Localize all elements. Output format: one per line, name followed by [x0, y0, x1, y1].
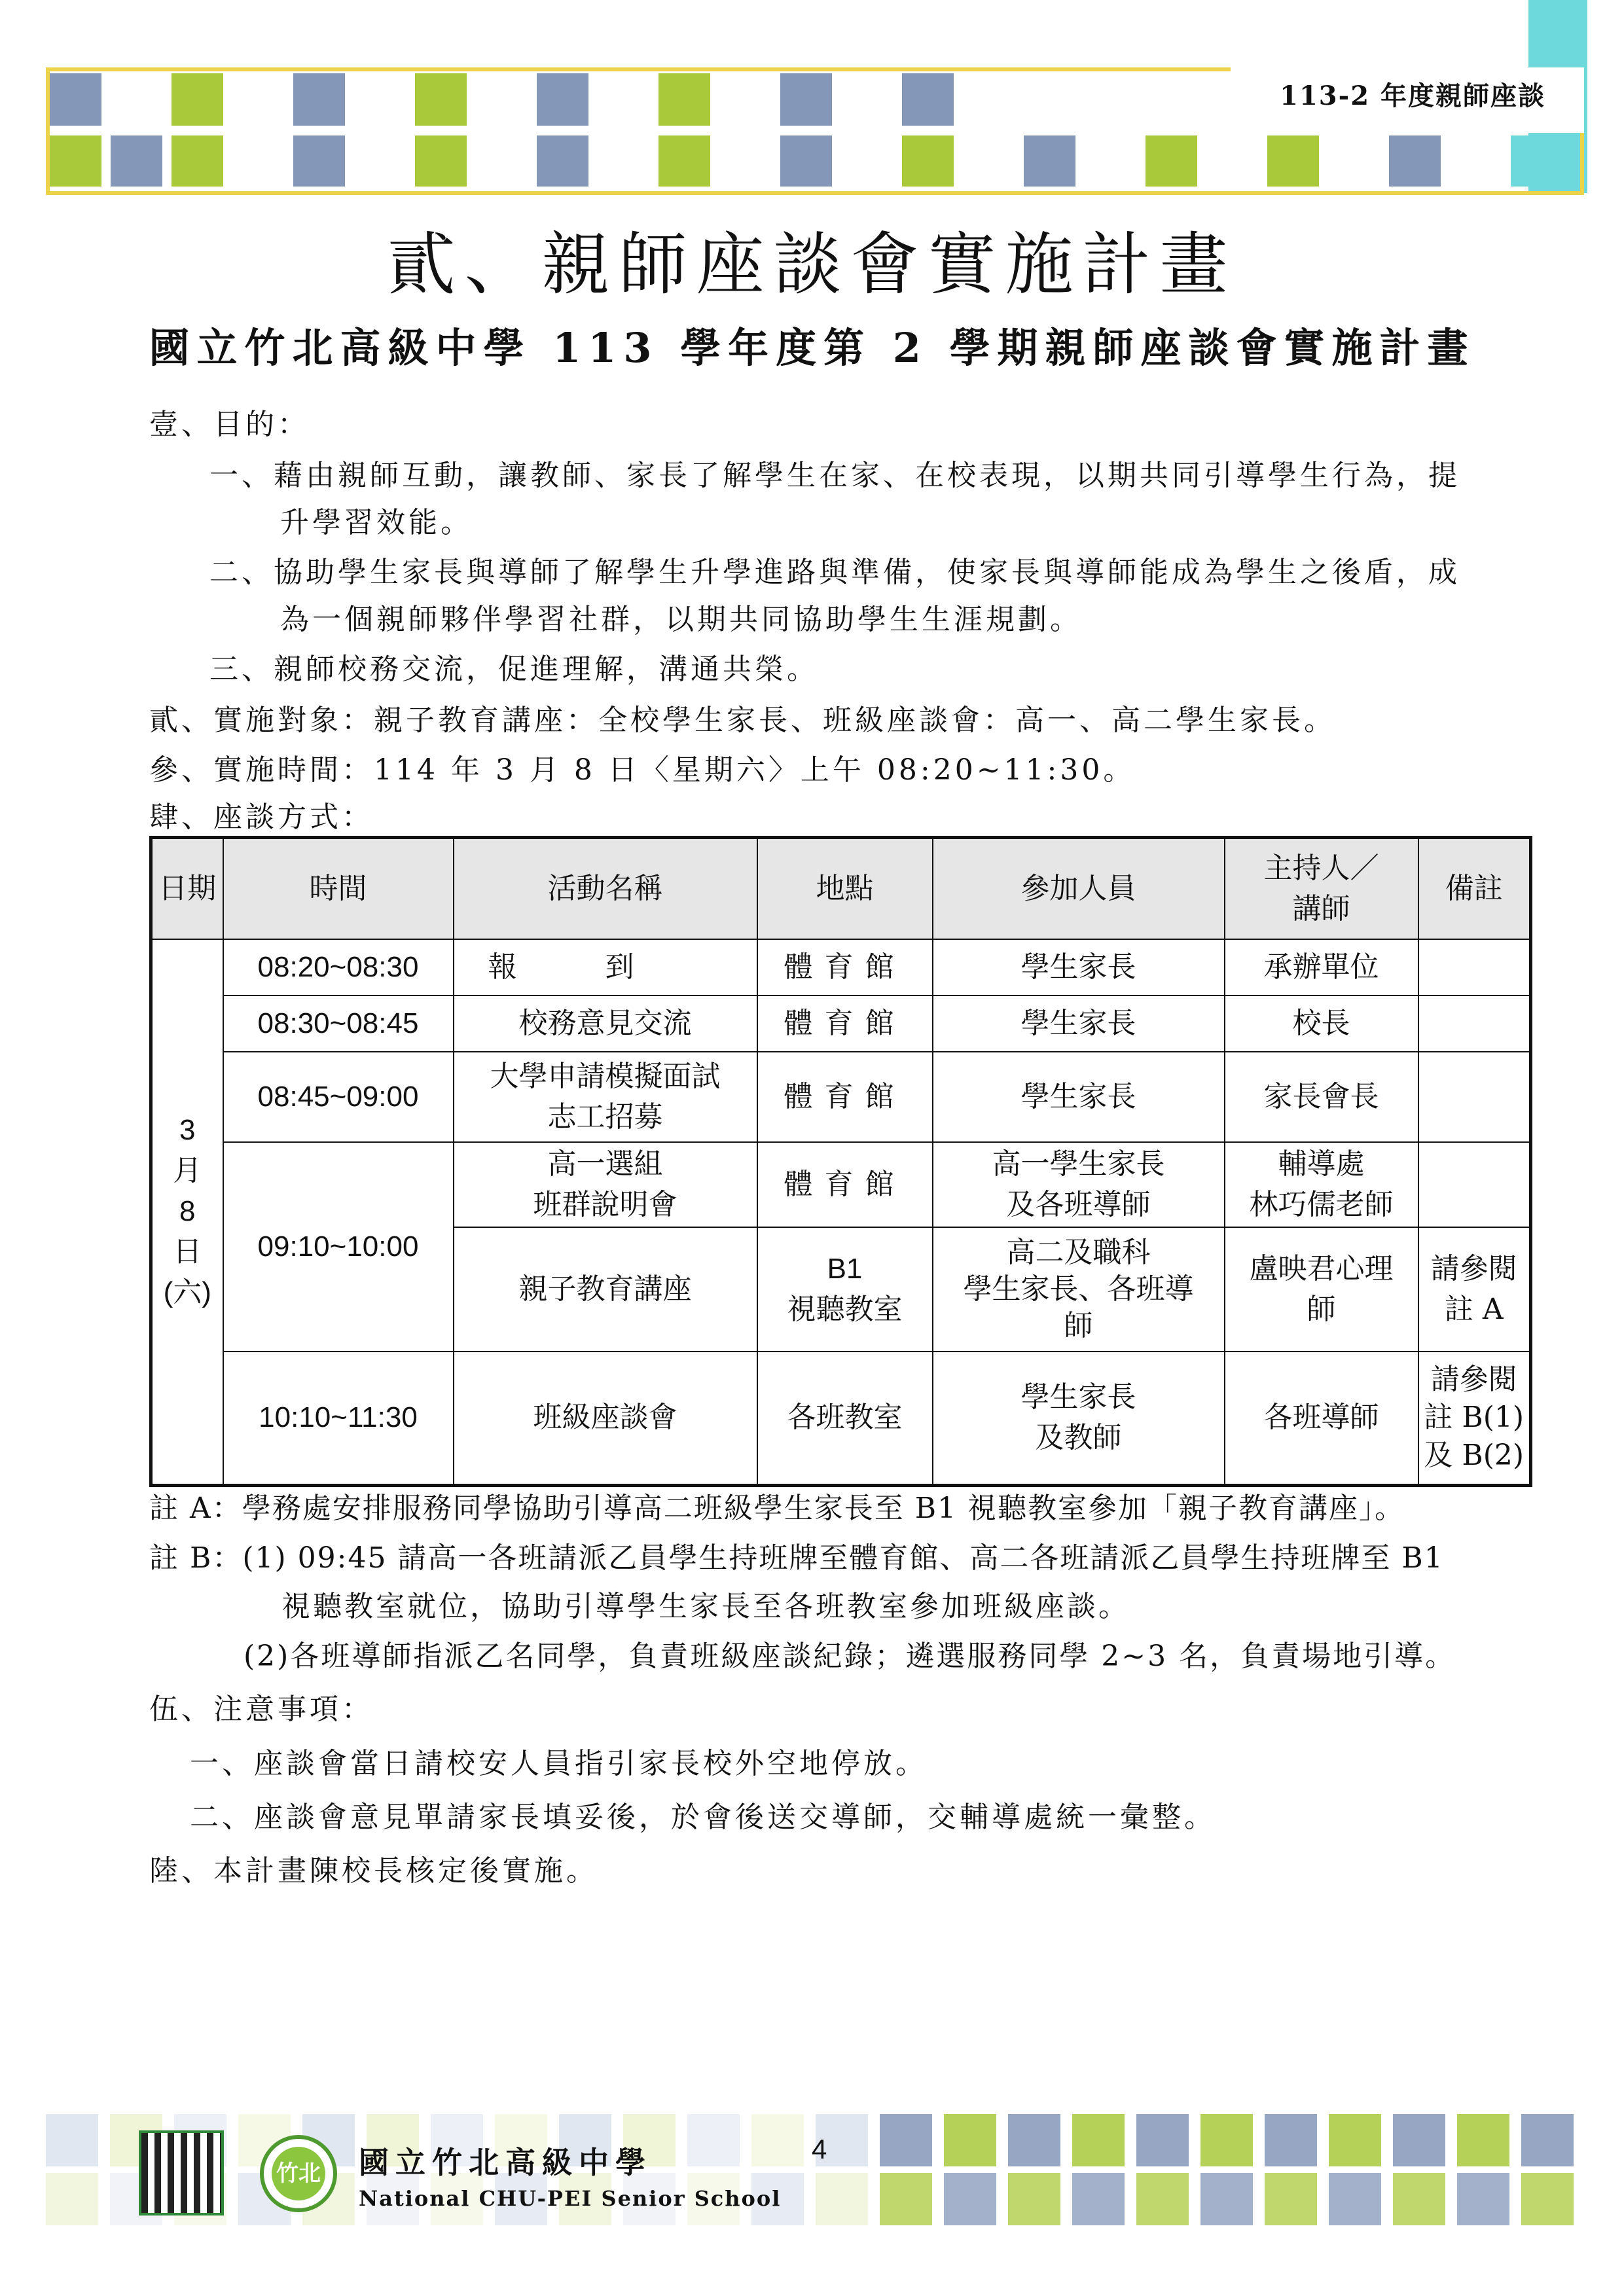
- purpose-item-1-line-2: 升學習效能。: [280, 506, 473, 539]
- note-a: 註 A：學務處安排服務同學協助引導高二班級學生家長至 B1 視聽教室參加「親子教育講座」。: [149, 1492, 1405, 1525]
- purpose-item-3: 三、親師校務交流，促進理解，溝通共榮。: [209, 653, 819, 686]
- row1-activity: 報到: [454, 939, 757, 996]
- row5-participants-line-3: 師: [1064, 1308, 1093, 1342]
- attention-item-1: 一、座談會當日請校安人員指引家長校外空地停放。: [190, 1747, 928, 1780]
- note-b1-line-1: 註 B：(1) 09:45 請高一各班請派乙員學生持班牌至體育館、高二各班請派乙員學生持班牌至 B1: [149, 1541, 1444, 1575]
- final-line: 陸、本計畫陳校長核定後實施。: [149, 1854, 598, 1888]
- row3-activity: [454, 1052, 757, 1142]
- date-line-5: (六): [163, 1276, 211, 1309]
- footer-tile: [1329, 2173, 1381, 2225]
- row3-note: [1418, 1052, 1531, 1142]
- header-activity: 活動名稱: [454, 838, 757, 939]
- header-host-line-1: 主持人／: [1263, 851, 1379, 885]
- date-line-3: 8: [179, 1195, 196, 1228]
- footer-tile: [687, 2114, 740, 2166]
- footer-tile: [1008, 2173, 1060, 2225]
- row4-participants: [933, 1142, 1225, 1227]
- row5-location: [757, 1227, 933, 1352]
- row6-note-line-2: 註 B(1): [1424, 1401, 1525, 1435]
- footer-tile: [1136, 2114, 1189, 2166]
- footer-school-name-en: National CHU-PEI Senior School: [359, 2186, 782, 2211]
- row4-participants-line-1: 高一學生家長: [992, 1147, 1165, 1181]
- schedule-table: [149, 836, 1532, 1487]
- row5-participants: [933, 1227, 1225, 1352]
- table-row: [151, 1052, 1531, 1142]
- date-cell: [151, 939, 223, 1486]
- footer-tile: [1521, 2173, 1574, 2225]
- footer-tile: [1329, 2114, 1381, 2166]
- table-row: [151, 939, 1531, 996]
- note-b2: (2)各班導師指派乙名同學，負責班級座談紀錄；遴選服務同學 2~3 名，負責場地引導。: [244, 1640, 1456, 1673]
- purpose-item-2-line-1: 二、協助學生家長與導師了解學生升學進路與準備，使家長與導師能成為學生之後盾，成: [209, 556, 1460, 589]
- row3-host: 家長會長: [1225, 1052, 1418, 1142]
- footer-tile: [751, 2114, 804, 2166]
- row2-participants: 學生家長: [933, 996, 1225, 1052]
- logo-text: 竹北: [272, 2147, 325, 2200]
- row4-activity-line-2: 班群說明會: [533, 1187, 677, 1221]
- footer-tile: [1457, 2114, 1509, 2166]
- row4-participants-line-2: 及各班導師: [1006, 1187, 1151, 1221]
- table-row: [151, 996, 1531, 1052]
- footer-tile: [1200, 2114, 1253, 2166]
- row4-location: 體育館: [757, 1142, 933, 1227]
- row4-activity: [454, 1142, 757, 1227]
- row3-participants: 學生家長: [933, 1052, 1225, 1142]
- footer-tile: [880, 2114, 932, 2166]
- row5-participants-line-1: 高二及職科: [1006, 1235, 1151, 1269]
- school-logo-icon: [260, 2135, 337, 2212]
- header-participants: 參加人員: [933, 838, 1225, 939]
- main-title: 貳、親師座談會實施計畫: [387, 224, 1237, 304]
- footer-tile: [1457, 2173, 1509, 2225]
- method-heading: 肆、座談方式：: [149, 800, 374, 834]
- row5-note-line-1: 請參閱: [1430, 1251, 1517, 1285]
- row6-note-line-1: 請參閱: [1430, 1363, 1517, 1397]
- header-host: [1225, 838, 1418, 939]
- table-header-row: [151, 838, 1531, 939]
- row5-location-line-1: B1: [827, 1252, 863, 1285]
- page-number: 4: [812, 2134, 827, 2164]
- row6-note-line-3: 及 B(2): [1424, 1439, 1525, 1473]
- header-note: 備註: [1418, 838, 1531, 939]
- row5-activity: 親子教育講座: [454, 1227, 757, 1352]
- footer-school-name-cn: 國立竹北高級中學: [359, 2145, 652, 2180]
- header-date: 日期: [151, 838, 223, 939]
- row3-time: 08:45~09:00: [223, 1052, 454, 1142]
- header-location: 地點: [757, 838, 933, 939]
- row5-note: [1418, 1227, 1531, 1352]
- table-row: [151, 1352, 1531, 1486]
- row6-time: 10:10~11:30: [223, 1352, 454, 1486]
- row1-note: [1418, 939, 1531, 996]
- row2-time: 08:30~08:45: [223, 996, 454, 1052]
- footer-tile: [1393, 2114, 1445, 2166]
- footer-tile: [1136, 2173, 1189, 2225]
- qr-code-icon: [139, 2130, 224, 2215]
- row2-location: 體育館: [757, 996, 933, 1052]
- row4-host-line-2: 林巧儒老師: [1249, 1187, 1394, 1221]
- note-b1-line-2: 視聽教室就位，協助引導學生家長至各班教室參加班級座談。: [281, 1590, 1130, 1623]
- row3-activity-line-1: 大學申請模擬面試: [490, 1059, 721, 1093]
- header-host-line-2: 講師: [1292, 891, 1350, 925]
- footer-tile: [944, 2173, 996, 2225]
- row6-activity: 班級座談會: [454, 1352, 757, 1486]
- row3-activity-line-2: 志工招募: [547, 1100, 663, 1134]
- row5-note-line-2: 註 A: [1444, 1292, 1504, 1326]
- purpose-item-2-line-2: 為一個親師夥伴學習社群，以期共同協助學生生涯規劃。: [280, 603, 1082, 636]
- row1-host: 承辦單位: [1225, 939, 1418, 996]
- row6-participants-line-2: 及教師: [1035, 1421, 1122, 1455]
- row5-participants-line-2: 學生家長、各班導: [963, 1272, 1194, 1306]
- row3-location: 體育館: [757, 1052, 933, 1142]
- row1-participants: 學生家長: [933, 939, 1225, 996]
- table-row: [151, 1142, 1531, 1227]
- purpose-heading: 壹、目的：: [149, 408, 310, 441]
- footer-tile: [1072, 2114, 1125, 2166]
- row1-location: 體育館: [757, 939, 933, 996]
- targets-line: 貳、實施對象：親子教育講座：全校學生家長、班級座談會：高一、高二學生家長。: [149, 704, 1336, 737]
- row4-note: [1418, 1142, 1531, 1227]
- header-time: 時間: [223, 838, 454, 939]
- row6-note: [1418, 1352, 1531, 1486]
- date-line-2: 月: [173, 1155, 202, 1187]
- footer-tile: [1265, 2173, 1317, 2225]
- footer-tile: [46, 2173, 98, 2225]
- footer-tile: [880, 2173, 932, 2225]
- purpose-item-1-line-1: 一、藉由親師互動，讓教師、家長了解學生在家、在校表現，以期共同引導學生行為，提: [209, 459, 1460, 492]
- row6-participants-line-1: 學生家長: [1020, 1380, 1136, 1414]
- footer-tile: [1393, 2173, 1445, 2225]
- row2-note: [1418, 996, 1531, 1052]
- footer-tile: [816, 2173, 868, 2225]
- row2-activity: 校務意見交流: [454, 996, 757, 1052]
- row1-time: 08:20~08:30: [223, 939, 454, 996]
- time-line: 參、實施時間：114 年 3 月 8 日〈星期六〉上午 08:20~11:30。: [149, 753, 1136, 787]
- row4-host-line-1: 輔導處: [1278, 1147, 1365, 1181]
- row4-host: [1225, 1142, 1418, 1227]
- footer-tile: [46, 2114, 98, 2166]
- row6-location: 各班教室: [757, 1352, 933, 1486]
- row4-time: 09:10~10:00: [223, 1142, 454, 1352]
- attention-item-2: 二、座談會意見單請家長填妥後，於會後送交導師，交輔導處統一彙整。: [190, 1801, 1216, 1834]
- date-line-1: 3: [179, 1114, 196, 1147]
- row5-host-line-2: 師: [1307, 1292, 1336, 1326]
- footer-tile: [944, 2114, 996, 2166]
- row6-participants: [933, 1352, 1225, 1486]
- row2-host: 校長: [1225, 996, 1418, 1052]
- footer-tile: [1265, 2114, 1317, 2166]
- row4-activity-line-1: 高一選組: [547, 1147, 663, 1181]
- row5-host: [1225, 1227, 1418, 1352]
- attention-heading: 伍、注意事項：: [149, 1693, 374, 1726]
- sub-title: 國立竹北高級中學 113 學年度第 2 學期親師座談會實施計畫: [149, 324, 1475, 372]
- footer-tile: [1200, 2173, 1253, 2225]
- row5-host-line-1: 盧映君心理: [1249, 1251, 1394, 1285]
- footer-tile: [1008, 2114, 1060, 2166]
- row5-location-line-2: 視聽教室: [787, 1292, 903, 1326]
- footer-tile: [1521, 2114, 1574, 2166]
- date-line-4: 日: [173, 1236, 202, 1268]
- header-label: 113-2 年度親師座談: [1280, 81, 1545, 111]
- row6-host: 各班導師: [1225, 1352, 1418, 1486]
- footer-tile: [1072, 2173, 1125, 2225]
